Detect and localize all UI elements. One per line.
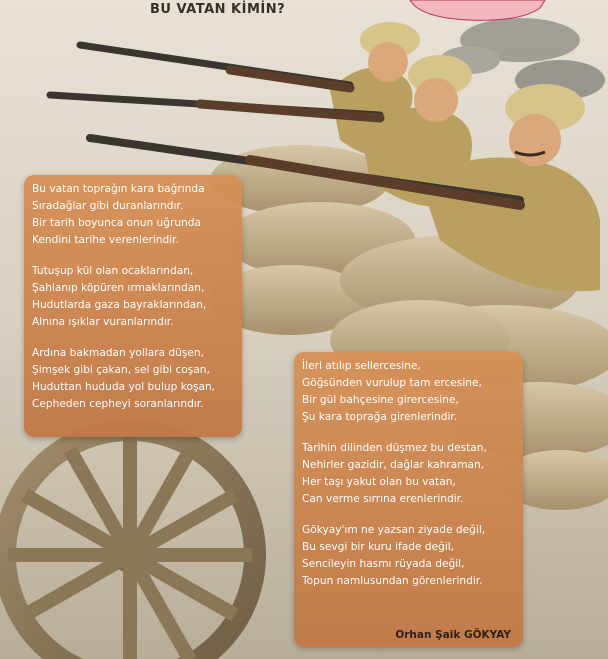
poem-line: Şu kara toprağa girenlerindir. bbox=[302, 411, 458, 423]
poem-line: İleri atılıp sellercesine, bbox=[302, 360, 421, 372]
poem-author: Orhan Şaik GÖKYAY bbox=[395, 629, 511, 641]
poem-line: Her taşı yakut olan bu vatan, bbox=[302, 476, 456, 488]
poem-line: Göğsünden vurulup tam ercesine, bbox=[302, 377, 482, 389]
poem-line: Cepheden cepheyi soranlarındır. bbox=[32, 398, 204, 410]
stanza bbox=[302, 522, 523, 590]
poem-card-right bbox=[294, 352, 523, 647]
poem-line: Huduttan hududa yol bulup koşan, bbox=[32, 381, 216, 393]
poem-line: Şimşek gibi çakan, sel gibi coşan, bbox=[32, 364, 210, 376]
poem-line: Can verme sırrına erenlerindir. bbox=[302, 493, 464, 505]
poem-line: Bu vatan toprağın kara bağrında bbox=[32, 183, 205, 195]
poem-line: Topun namlusundan görenlerindir. bbox=[302, 575, 483, 587]
stanza bbox=[32, 263, 242, 331]
stanza bbox=[32, 181, 242, 249]
stanza bbox=[302, 358, 523, 426]
poem-line: Bu sevgi bir kuru ifade değil, bbox=[302, 541, 455, 553]
poem-line: Nehirler gazidir, dağlar kahraman, bbox=[302, 459, 485, 471]
poem-line: Tarihin dilinden düşmez bu destan, bbox=[302, 442, 487, 454]
stanza bbox=[32, 345, 242, 413]
poem-line: Gökyay'ım ne yazsan ziyade değil, bbox=[302, 524, 486, 536]
page-title: BU VATAN KİMİN? bbox=[150, 2, 286, 17]
poem-line: Sıradağlar gibi duranlarındır. bbox=[32, 200, 184, 212]
poem-line: Alnına ışıklar vuranlarındır. bbox=[32, 316, 174, 328]
poem-line: Bir tarih boyunca onun uğrunda bbox=[32, 217, 201, 229]
poem-line: Tutuşup kül olan ocaklarından, bbox=[32, 265, 194, 277]
poem-line: Sencileyin hasmı rüyada değil, bbox=[302, 558, 465, 570]
poem-line: Şahlanıp köpüren ırmaklarından, bbox=[32, 282, 205, 294]
poem-card-left bbox=[24, 175, 242, 437]
poem-line: Bir gül bahçesine girercesine, bbox=[302, 394, 459, 406]
poem-line: Ardına bakmadan yollara düşen, bbox=[32, 347, 205, 359]
poem-line: Kendini tarihe verenlerindir. bbox=[32, 234, 179, 246]
poem-line: Hudutlarda gaza bayraklarından, bbox=[32, 299, 207, 311]
stanza bbox=[302, 440, 523, 508]
